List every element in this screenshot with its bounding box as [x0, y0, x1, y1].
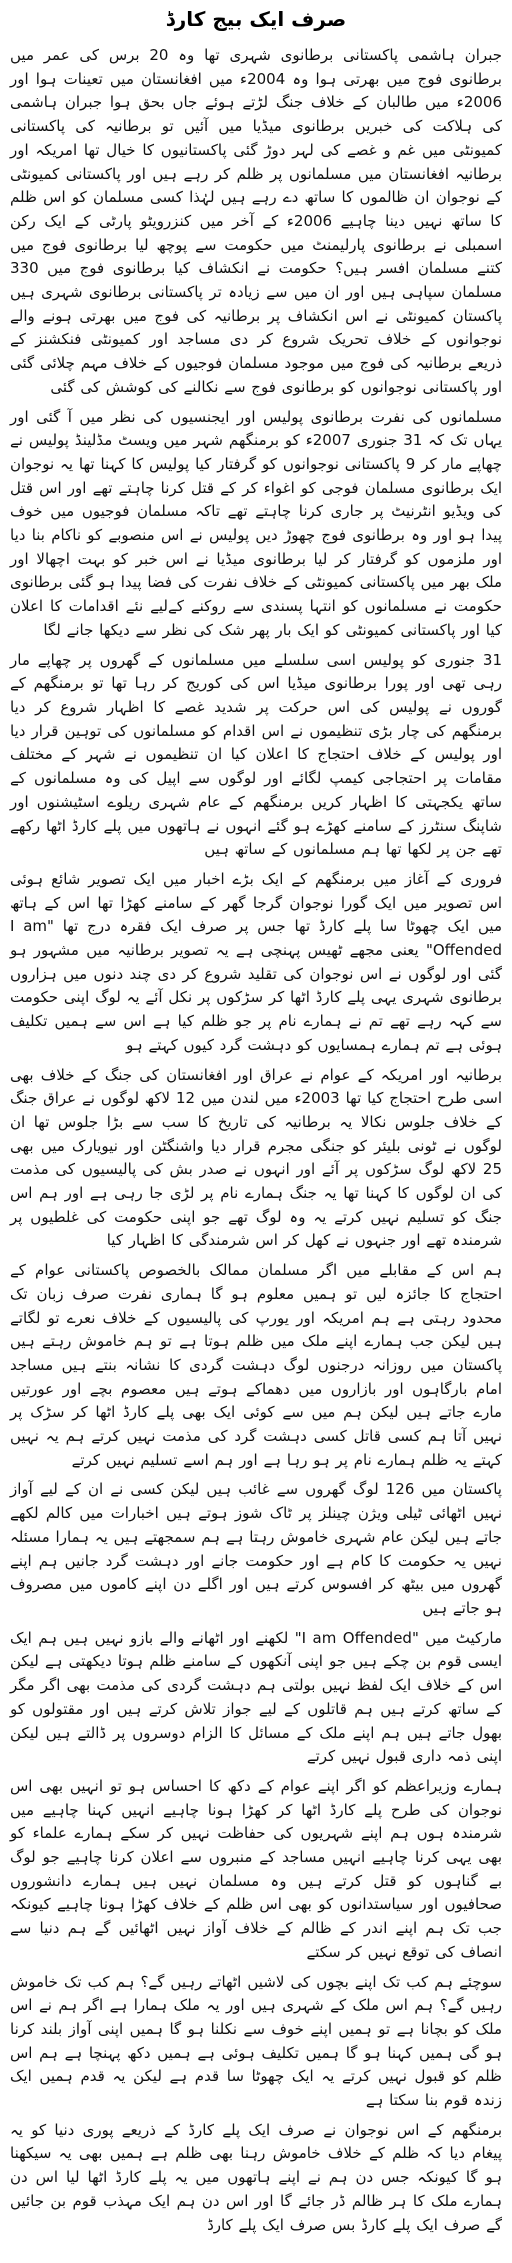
article-paragraph: برطانیہ اور امریکہ کے عوام نے عراق اور افغانستان کی جنگ کے خلاف بھی اسی طرح احتجاج کیا تھا 2003ء میں لندن میں 12 لاکھ لوگوں نے عراق جنگ کے خلاف جلوس نکالا یہ برطانیہ کی تاریخ کا سب سے بڑا جلوس تھا ان لوگوں نے ٹونی بلیئر کو جنگی مجرم قرار دیا واشنگٹن اور نیویارک میں بھی 25 لاکھ لوگ سڑکوں پر آئے اور انہوں نے صدر بش کی پالیسیوں کی مذمت کی ان لوگوں کا کہنا تھا یہ جنگ ہمارے نام پر لڑی جا رہی ہے اور ہم اس جنگ کو تسلیم نہیں کرتے یہ وہ لوگ تھے جو اپنی حکومت کی غلطیوں پر شرمندہ تھے اور جنہوں نے کھل کر اس شرمندگی کا اظہار کیا: [10, 1065, 502, 1250]
article-paragraph: پاکستان میں 126 لوگ گھروں سے غائب ہیں لیکن کسی نے ان کے لیے آواز نہیں اٹھائی ٹیلی ویژن چینلز پر ٹاک شوز ہوتے ہیں اخبارات میں کالم لکھے جاتے ہیں لیکن عام شہری خاموش رہتا ہے ہم سمجھتے ہیں یہ ہمارا مسئلہ نہیں یہ حکومت کا کام ہے اور حکومت جانے اور دہشت گرد جانیں ہم اپنے گھروں میں بیٹھ کر افسوس کرتے ہیں اور اگلے دن اپنے کاموں میں مصروف ہو جاتے ہیں: [10, 1480, 502, 1617]
article-paragraph: برمنگھم کے اس نوجوان نے صرف ایک پلے کارڈ کے ذریعے پوری دنیا کو یہ پیغام دیا کہ ظلم کے خلاف خاموش رہنا بھی ظلم ہے ہمیں بھی یہ سیکھنا ہو گا کیونکہ جس دن ہم نے اپنے ہاتھوں میں یہ پلے کارڈ اٹھا لیا اس دن ہمارے ملک کا ہر ظالم ڈر جائے گا اور اس دن ہم ایک مہذب قوم بن جائیں گے صرف ایک پلے کارڈ بس صرف ایک پلے کارڈ: [10, 2120, 502, 2234]
article-paragraph: مسلمانوں کی نفرت برطانوی پولیس اور ایجنسیوں کی نظر میں آ گئی اور یہاں تک کہ 31 جنوری 2007ء کو برمنگھم شہر میں ویسٹ مڈلینڈ پولیس نے چھاپے مار کر 9 پاکستانی نوجوانوں کو گرفتار کیا پولیس کا کہنا تھا یہ نوجوان ایک برطانوی مسلمان فوجی کو اغواء کر کے قتل کرنا چاہتے تھے اور اس قتل کی ویڈیو انٹرنیٹ پر جاری کرنا چاہتے تھے تاکہ مسلمان فوجیوں میں خوف پیدا ہو اور وہ برطانوی فوج چھوڑ دیں پولیس نے اس منصوبے کو ناکام بنا دیا اور ملزموں کو گرفتار کر لیا برطانوی میڈیا نے اس خبر کو بہت اچھالا اور ملک بھر میں پاکستانی کمیونٹی کے خلاف نفرت کی فضا پیدا ہو گئی برطانوی حکومت نے مسلمانوں کو انتہا پسندی سے روکنے کےلیے نئے اقدامات کا اعلان کیا اور پاکستانی کمیونٹی کو ایک بار پھر شک کی نظر سے دیکھا جانے لگا: [10, 407, 502, 639]
article-paragraph: ہمارے وزیراعظم کو اگر اپنے عوام کے دکھ کا احساس ہو تو انہیں بھی اس نوجوان کی طرح پلے کارڈ اٹھا کر کھڑا ہونا چاہیے انہیں کہنا چاہیے میں شرمندہ ہوں ہم اپنے شہریوں کی حفاظت نہیں کر سکے ہمارے علماء کو بھی یہی کرنا چاہیے انہیں مساجد کے منبروں سے اعلان کرنا چاہیے جو لوگ بے گناہوں کو قتل کرتے ہیں وہ مسلمان نہیں ہیں ہمارے دانشوروں صحافیوں اور سیاستدانوں کو بھی اس ظلم کے خلاف کھڑا ہونا چاہیے کیونکہ جب تک ہم اپنے اندر کے ظالم کے خلاف آواز نہیں اٹھائیں گے ہم دنیا سے انصاف کی توقع نہیں کر سکتے: [10, 1776, 502, 1961]
article-paragraph: سوچئے ہم کب تک اپنے بچوں کی لاشیں اٹھاتے رہیں گے؟ ہم کب تک خاموش رہیں گے؟ ہم اس ملک کے شہری ہیں اور یہ ملک ہمارا ہے اگر ہم نے اس ملک کو بچانا ہے تو ہمیں اپنے خوف سے نکلنا ہو گا ہمیں اپنی آواز بلند کرنا ہو گی ہمیں کہنا ہو گا ہمیں تکلیف ہوئی ہے ہمیں دکھ پہنچا ہے ہم اس ظلم کو قبول نہیں کرتے یہ ایک چھوٹا سا قدم ہے لیکن یہ قدم ہمیں ایک زندہ قوم بنا سکتا ہے: [10, 1972, 502, 2110]
article-body: [10, 44, 502, 2237]
article-paragraph: ہم اس کے مقابلے میں اگر مسلمان ممالک بالخصوص پاکستانی عوام کے احتجاج کا جائزہ لیں تو ہمیں معلوم ہو گا ہماری نفرت صرف زبان تک محدود رہتی ہے ہم امریکہ اور یورپ کی پالیسیوں کے خلاف نعرے تو لگاتے ہیں لیکن جب ہمارے اپنے ملک میں ظلم ہوتا ہے تو ہم خاموش رہتے ہیں پاکستان میں روزانہ درجنوں لوگ دہشت گردی کا نشانہ بنتے ہیں مساجد امام بارگاہوں اور بازاروں میں دھماکے ہوتے ہیں معصوم بچے اور عورتیں مارے جاتے ہیں لیکن ہم میں سے کوئی ایک بھی پلے کارڈ اٹھا کر سڑک پر نہیں آتا ہم کسی قاتل کسی دہشت گرد کی مذمت نہیں کرتے ہم یہ نہیں کہتے یہ ظلم ہمارے نام پر ہو رہا ہے اور ہم اسے تسلیم نہیں کرتے: [10, 1261, 502, 1469]
article-paragraph: فروری کے آغاز میں برمنگھم کے ایک بڑے اخبار میں ایک تصویر شائع ہوئی اس تصویر میں ایک گورا نوجوان گرجا گھر کے سامنے کھڑا تھا اس کے ہاتھ میں ایک چھوٹا سا پلے کارڈ تھا جس پر صرف ایک فقرہ درج تھا "I am Offended" یعنی مجھے ٹھیس پہنچی ہے یہ تصویر برطانیہ میں مشہور ہو گئی اور لوگوں نے اس نوجوان کی تقلید شروع کر دی چند دنوں میں ہزاروں برطانوی شہری یہی پلے کارڈ اٹھا کر سڑکوں پر نکل آئے یہ لوگ اپنی حکومت سے کہہ رہے تھے تم نے ہمارے نام پر جو ظلم کیا ہے اس سے ہمیں تکلیف ہوئی ہے تم ہمارے ہمسایوں کو دہشت گرد کیوں کہتے ہو: [10, 869, 502, 1054]
article-title: صرف ایک بیج کارڈ: [165, 7, 347, 31]
article-paragraph: جبران ہاشمی پاکستانی برطانوی شہری تھا وہ 20 برس کی عمر میں برطانوی فوج میں بھرتی ہوا وہ 2004ء میں افغانستان میں تعینات ہوا اور 2006ء میں طالبان کے خلاف جنگ لڑتے ہوئے جاں بحق ہوا جبران ہاشمی کی ہلاکت کی خبریں برطانوی میڈیا میں آئیں تو برطانیہ کی پاکستانی کمیونٹی میں غم و غصے کی لہر دوڑ گئی پاکستانیوں کا خیال تھا امریکہ اور برطانیہ افغانستان میں مسلمانوں پر ظلم کر رہے ہیں اور پاکستانی کمیونٹی کے نوجوان ان ظالموں کا ساتھ دے رہے ہیں لہٰذا کسی مسلمان کو اس ظلم کا ساتھ نہیں دینا چاہیے 2006ء کے آخر میں کنزرویٹو پارٹی کے ایک رکن اسمبلی نے برطانوی پارلیمنٹ میں حکومت سے پوچھ لیا برطانوی فوج میں کتنے مسلمان افسر ہیں؟ حکومت نے انکشاف کیا برطانوی فوج میں 330 مسلمان سپاہی ہیں اور ان میں سے زیادہ تر پاکستانی برطانوی شہری ہیں پاکستان کمیونٹی نے اس انکشاف پر برطانیہ کی فوج میں بھرتی ہونے والے نوجوانوں کے خلاف تحریک شروع کر دی مساجد اور کمیونٹی فنکشنز کے ذریعے برطانیہ کی فوج میں موجود مسلمان فوجیوں کے خلاف مہم چلائی گئی اور پاکستانی نوجوانوں کو برطانوی فوج سے نکالنے کی کوشش کی گئی: [10, 46, 503, 396]
article-paragraph: 31 جنوری کو پولیس اسی سلسلے میں مسلمانوں کے گھروں پر چھاپے مار رہی تھی اور پورا برطانوی میڈیا اس کی کوریج کر رہا تھا تو برمنگھم کے گوروں نے پولیس کی اس حرکت پر شدید غصے کا اظہار شروع کر دیا برمنگھم کی چار بڑی تنظیموں نے اس اقدام کو مسلمانوں کی توہین قرار دیا اور پولیس کے خلاف احتجاج کا اعلان کیا ان تنظیموں نے شہر کے مختلف مقامات پر احتجاجی کیمپ لگائے اور لوگوں سے اپیل کی وہ مسلمانوں کے ساتھ یکجہتی کا اظہار کریں برمنگھم کے عام شہری ریلوے اسٹیشنوں اور شاپنگ سنٹرز کے سامنے کھڑے ہو گئے انہوں نے ہاتھوں میں پلے کارڈ اٹھا رکھے تھے جن پر لکھا تھا ہم مسلمانوں کے ساتھ ہیں: [10, 650, 502, 859]
article-paragraph: مارکیٹ میں "I am Offended" لکھنے اور اٹھانے والے بازو نہیں ہیں ہم ایک ایسی قوم بن چکے ہیں جو اپنی آنکھوں کے سامنے ظلم ہوتا دیکھتی ہے لیکن اس کے خلاف ایک لفظ نہیں بولتی ہم دہشت گردی کی مذمت بھی اگر مگر کے ساتھ کرتے ہیں ہم قاتلوں کے لیے جواز تلاش کرتے ہیں اور مقتولوں کو بھول جاتے ہیں ہم اپنے ملک کے مسائل کا الزام دوسروں پر ڈالتے ہیں لیکن اپنی ذمہ داری قبول نہیں کرتے: [10, 1628, 502, 1766]
